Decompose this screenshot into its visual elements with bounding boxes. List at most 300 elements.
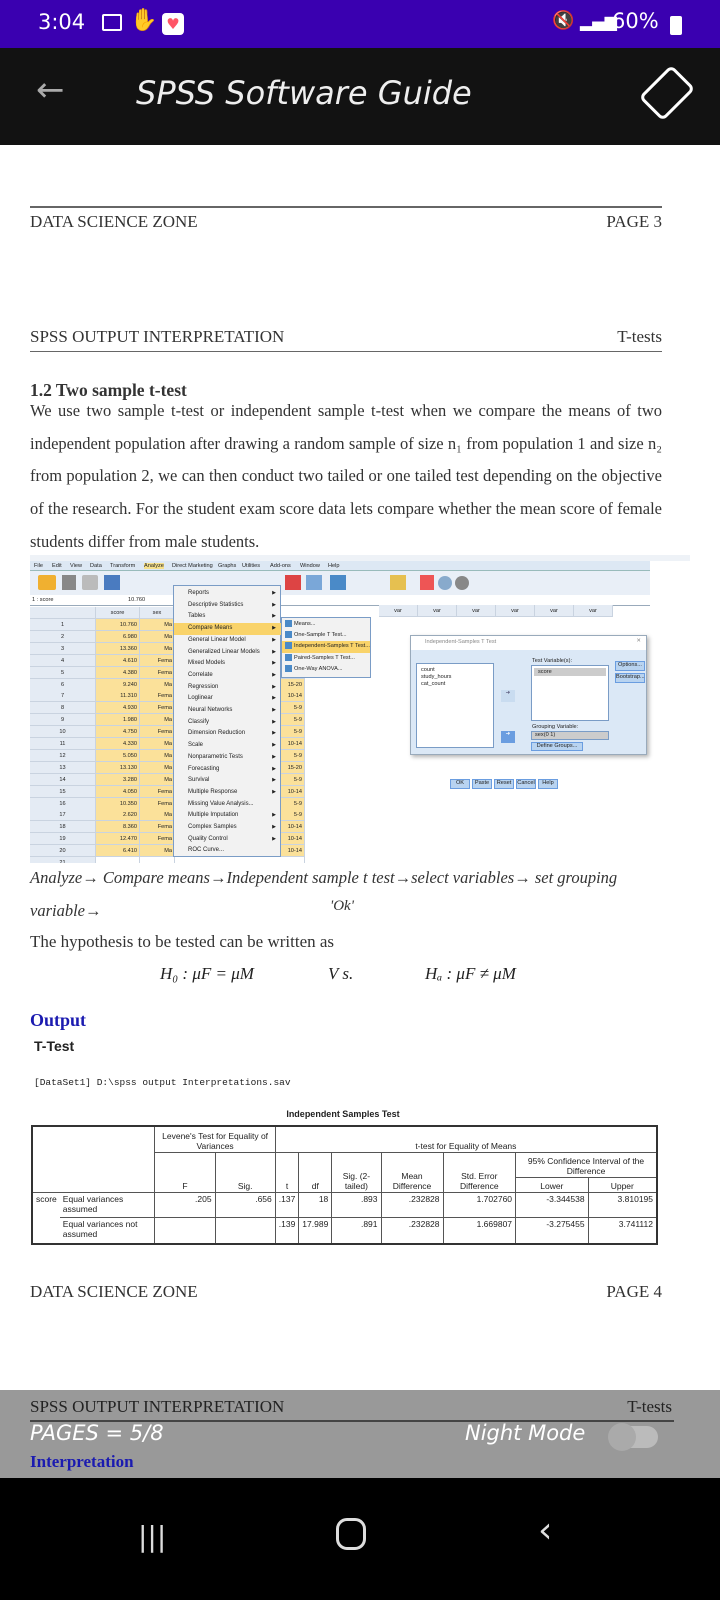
col-header: t — [275, 1152, 299, 1192]
page4-header-left: DATA SCIENCE ZONE — [30, 1282, 198, 1301]
dialog-ok-button[interactable]: OK — [450, 779, 470, 789]
submenu-arrow-icon: ▶ — [272, 683, 276, 690]
menu-item-label: Multiple Imputation — [188, 812, 239, 819]
spss-toolbar — [30, 571, 650, 595]
row-number[interactable]: 10 — [30, 726, 96, 738]
ttest-header: t-test for Equality of Means — [275, 1126, 657, 1152]
group-cell[interactable]: 15-20 — [281, 762, 305, 774]
score-cell[interactable]: 4.610 — [96, 655, 140, 667]
row-label: Equal variances assumed — [60, 1192, 155, 1218]
value-cell: .232828 — [381, 1218, 443, 1244]
open-icon — [38, 575, 56, 590]
sex-cell[interactable]: Ma — [140, 738, 175, 750]
back-button[interactable]: ← — [36, 70, 65, 110]
analyze-menu-item[interactable] — [174, 764, 282, 776]
submenu-arrow-icon: ▶ — [272, 788, 276, 795]
score-cell[interactable]: 5.050 — [96, 750, 140, 762]
sex-cell[interactable]: Ma — [140, 762, 175, 774]
row-number[interactable]: 16 — [30, 798, 96, 810]
menu-add-ons[interactable]: Add-ons — [270, 563, 291, 569]
close-icon[interactable]: ✕ — [636, 638, 641, 644]
status-bar — [0, 0, 720, 48]
group-cell[interactable]: 5-9 — [281, 774, 305, 786]
submenu-arrow-icon: ▶ — [272, 812, 276, 819]
sex-cell[interactable]: Ma — [140, 750, 175, 762]
row-number[interactable]: 4 — [30, 655, 96, 667]
dialog-reset-button[interactable]: Reset — [494, 779, 514, 789]
night-mode-label: Night Mode — [465, 1421, 586, 1445]
sex-cell[interactable]: Ma — [140, 845, 175, 857]
move-test-variable-button[interactable]: ➜ — [501, 690, 515, 702]
value-labels-icon — [420, 575, 434, 590]
signal-icon: ▂▄▆ — [580, 12, 617, 31]
analyze-menu-item[interactable] — [174, 717, 282, 729]
group-cell[interactable]: 5-9 — [281, 726, 305, 738]
score-cell[interactable]: 13.130 — [96, 762, 140, 774]
row-label: Equal variances not assumed — [60, 1218, 155, 1244]
menu-direct-marketing[interactable]: Direct Marketing — [172, 563, 213, 569]
row-number[interactable]: 7 — [30, 690, 96, 702]
analyze-menu-item[interactable] — [174, 845, 282, 857]
analyze-menu-item[interactable] — [174, 635, 282, 647]
menu-item-label: ROC Curve... — [188, 847, 225, 854]
compare-means-item[interactable] — [282, 630, 370, 641]
value-cell: .137 — [275, 1192, 299, 1218]
var-column-header[interactable]: var — [379, 605, 418, 617]
sex-cell[interactable]: Ma — [140, 643, 175, 655]
submenu-arrow-icon: ▶ — [272, 613, 276, 620]
var-column-header[interactable]: var — [535, 605, 574, 617]
col-header: df — [299, 1152, 332, 1192]
dialog-title: Independent-Samples T Test — [425, 639, 497, 645]
analyze-menu-item[interactable] — [174, 693, 282, 705]
toggle-knob — [608, 1423, 636, 1451]
submenu-arrow-icon: ▶ — [272, 824, 276, 830]
menu-item-label: Forecasting — [188, 765, 220, 772]
submenu-arrow-icon: ▶ — [272, 648, 276, 655]
page4-number: PAGE 4 — [606, 1282, 662, 1301]
menu-item-label: Regression — [188, 683, 219, 690]
value-cell: .232828 — [381, 1192, 443, 1218]
score-cell[interactable]: 4.930 — [96, 702, 140, 714]
score-cell[interactable]: 2.620 — [96, 809, 140, 821]
reader-controls-overlay — [0, 1390, 720, 1478]
row-number[interactable]: 1 — [30, 619, 96, 631]
col-header: Std. Error Difference — [443, 1152, 516, 1192]
analyze-menu-item[interactable] — [174, 658, 282, 670]
group-cell[interactable]: 5-9 — [281, 809, 305, 821]
mute-icon: 🔇 — [552, 10, 575, 31]
sex-cell[interactable]: Ma — [140, 774, 175, 786]
menu-window[interactable]: Window — [300, 563, 320, 569]
independent-t-test-dialog — [410, 635, 647, 755]
goto-case-icon — [285, 575, 301, 590]
menu-item-label: Independent-Samples T Test... — [294, 643, 370, 650]
bootstrap-button[interactable]: Bootstrap... — [615, 673, 645, 683]
sex-cell[interactable]: Fema — [140, 690, 175, 702]
dialog-paste-button[interactable]: Paste — [472, 779, 492, 789]
group-cell[interactable]: 10-14 — [281, 690, 305, 702]
section-title: SPSS OUTPUT INTERPRETATION — [30, 327, 285, 346]
group-cell[interactable]: 5-9 — [281, 714, 305, 726]
sex-cell[interactable]: Fema — [140, 821, 175, 833]
submenu-arrow-icon: ▶ — [272, 753, 276, 760]
group-cell[interactable]: 10-14 — [281, 786, 305, 798]
procedure-icon — [285, 654, 292, 661]
row-number[interactable]: 15 — [30, 786, 96, 798]
rotate-screen-button[interactable] — [639, 65, 696, 122]
score-cell[interactable]: 10.760 — [96, 619, 140, 631]
row-number[interactable]: 17 — [30, 809, 96, 821]
submenu-arrow-icon: ▶ — [272, 718, 276, 725]
menu-item-label: Correlate — [188, 671, 213, 678]
submenu-arrow-icon: ▶ — [272, 730, 276, 737]
value-cell: .893 — [332, 1192, 381, 1218]
analyze-menu-item[interactable] — [174, 682, 282, 694]
options-button[interactable]: Options... — [615, 661, 645, 671]
menu-item-label: Loglinear — [188, 695, 213, 702]
find-icon — [330, 575, 346, 590]
recent-apps-button[interactable]: ||| — [138, 1520, 167, 1553]
score-cell[interactable]: 4.380 — [96, 667, 140, 679]
menu-utilities[interactable]: Utilities — [242, 563, 261, 569]
dialog-titlebar — [411, 636, 646, 650]
page-header-left: DATA SCIENCE ZONE — [30, 212, 198, 231]
dialog-cancel-button[interactable]: Cancel — [516, 779, 536, 789]
value-cell: 1.669807 — [443, 1218, 516, 1244]
var-column-header[interactable]: var — [574, 605, 613, 617]
col-header: Mean Difference — [381, 1152, 443, 1192]
define-groups-button[interactable]: Define Groups... — [531, 742, 583, 751]
section-rule — [30, 351, 662, 352]
row-number[interactable]: 18 — [30, 821, 96, 833]
score-cell[interactable]: 3.280 — [96, 774, 140, 786]
analyze-menu-item[interactable] — [174, 623, 282, 635]
spss-screenshot — [30, 555, 690, 863]
menu-item-label: Compare Means — [188, 625, 233, 632]
sex-cell[interactable]: Fema — [140, 655, 175, 667]
grid-corner — [30, 607, 96, 619]
analyze-menu-item[interactable] — [174, 670, 282, 682]
value-cell: 3.741112 — [588, 1218, 657, 1244]
hypothesis-intro: The hypothesis to be tested can be written as — [30, 932, 335, 951]
column-header[interactable]: sex — [140, 607, 175, 619]
menu-item-label: Missing Value Analysis... — [188, 800, 254, 807]
section-heading: 1.2 Two sample t-test — [30, 380, 187, 400]
sex-cell[interactable]: Fema — [140, 702, 175, 714]
sex-cell[interactable]: Ma — [140, 714, 175, 726]
col-header: Upper — [588, 1178, 657, 1192]
procedure-icon — [285, 620, 292, 627]
menu-view[interactable]: View — [70, 563, 83, 569]
row-number[interactable]: 9 — [30, 714, 96, 726]
insert-cases-icon — [390, 575, 406, 590]
heart-app-icon: ♥ — [162, 13, 184, 35]
value-cell — [215, 1218, 275, 1244]
row-number[interactable]: 8 — [30, 702, 96, 714]
analyze-menu-item[interactable] — [174, 611, 282, 623]
score-cell[interactable]: 4.330 — [96, 738, 140, 750]
hand-icon: ✋ — [130, 8, 158, 33]
menu-item-label: Generalized Linear Models — [188, 648, 260, 655]
col-header: F — [155, 1152, 215, 1192]
row-number[interactable]: 13 — [30, 762, 96, 774]
group-cell[interactable]: 10-14 — [281, 738, 305, 750]
sex-cell[interactable]: Fema — [140, 667, 175, 679]
test-variable-item[interactable]: score — [534, 668, 606, 676]
menu-item-label: Descriptive Statistics — [188, 601, 244, 608]
null-hypothesis: H₀ : μF = μM — [160, 964, 254, 983]
group-cell[interactable]: 10-14 — [281, 845, 305, 857]
value-cell: .205 — [155, 1192, 215, 1218]
test-variable-list[interactable] — [531, 665, 609, 721]
menu-file[interactable]: File — [34, 563, 44, 569]
variables-icon — [306, 575, 322, 590]
compare-means-item[interactable] — [282, 664, 370, 675]
analyze-menu-item[interactable] — [174, 787, 282, 799]
col-header: Sig. — [215, 1152, 275, 1192]
sex-cell[interactable]: Fema — [140, 726, 175, 738]
row-number[interactable]: 12 — [30, 750, 96, 762]
row-number[interactable]: 2 — [30, 631, 96, 643]
alternative-hypothesis: Hₐ : μF ≠ μM — [425, 964, 516, 983]
var-column-header[interactable]: var — [457, 605, 496, 617]
menu-item-label: Neural Networks — [188, 707, 233, 713]
row-number[interactable]: 5 — [30, 667, 96, 679]
clock: 3:04 — [38, 10, 86, 34]
menu-item-label: Dimension Reduction — [188, 730, 246, 737]
menu-graphs[interactable]: Graphs — [218, 563, 237, 569]
value-cell: -3.275455 — [516, 1218, 589, 1244]
compare-means-item[interactable] — [282, 653, 370, 664]
compare-means-submenu — [281, 617, 371, 678]
save-icon — [62, 575, 76, 590]
sex-cell[interactable]: Ma — [140, 619, 175, 631]
submenu-arrow-icon: ▶ — [272, 660, 276, 667]
print-icon — [82, 575, 98, 590]
menu-item-label: Classify — [188, 718, 210, 725]
independent-samples-table — [31, 1125, 658, 1245]
ttest-heading: T-Test — [34, 1038, 75, 1054]
var-column-header[interactable]: var — [418, 605, 457, 617]
table-row — [32, 1218, 657, 1244]
sex-cell[interactable]: Ma — [140, 809, 175, 821]
group-cell[interactable]: 5-9 — [281, 798, 305, 810]
submenu-arrow-icon: ▶ — [272, 625, 276, 632]
menu-item-label: Mixed Models — [188, 660, 226, 667]
menu-item-label: One-Sample T Test... — [294, 632, 347, 639]
menu-item-label: Nonparametric Tests — [188, 753, 243, 760]
dataset-path: [DataSet1] D:\spss output Interpretations.sav — [34, 1077, 291, 1088]
table-title: Independent Samples Test — [286, 1109, 400, 1119]
group-cell[interactable]: 15-20 — [281, 679, 305, 691]
analyze-menu-item[interactable] — [174, 799, 282, 811]
submenu-arrow-icon: ▶ — [272, 742, 276, 749]
menu-item-label: Means... — [294, 621, 316, 627]
value-cell: .891 — [332, 1218, 381, 1244]
cell-value: 10.760 — [128, 597, 146, 603]
analyze-menu-item[interactable] — [174, 752, 282, 764]
var-column-header[interactable]: var — [496, 605, 535, 617]
score-cell[interactable]: 10.350 — [96, 798, 140, 810]
analyze-menu-item[interactable] — [174, 775, 282, 787]
col-header: Sig. (2-tailed) — [332, 1152, 381, 1192]
sex-cell[interactable]: Fema — [140, 833, 175, 845]
ci-header: 95% Confidence Interval of the Difference — [516, 1152, 657, 1178]
score-cell[interactable]: 1.980 — [96, 714, 140, 726]
move-grouping-variable-button[interactable]: ➜ — [501, 731, 515, 743]
column-header[interactable]: score — [96, 607, 140, 619]
analyze-menu-item[interactable] — [174, 810, 282, 822]
menu-item-label: Quality Control — [188, 835, 228, 842]
sex-cell[interactable]: Ma — [140, 679, 175, 691]
analyze-menu-item[interactable] — [174, 588, 282, 600]
use-sets-icon — [438, 576, 452, 590]
score-cell[interactable]: 11.310 — [96, 690, 140, 702]
menu-item-label: Scale — [188, 742, 204, 749]
page-number: PAGE 3 — [606, 212, 662, 231]
submenu-arrow-icon: ▶ — [272, 777, 276, 784]
submenu-arrow-icon: ▶ — [272, 601, 276, 608]
score-cell[interactable]: 4.050 — [96, 786, 140, 798]
analyze-menu-item[interactable] — [174, 647, 282, 659]
group-cell[interactable]: 10-14 — [281, 821, 305, 833]
body-paragraph: We use two sample t-test or independent sample t-test when we compare the means of two independent population after drawing a random sample of size n₁ from population 1 and size n₂ from population 2, we can then conduct two tailed or one tailed test depending on the objective of the research. For the student exam score data lets compare whether the mean score of female students differ from male students. — [30, 401, 662, 551]
test-variable-label: Test Variable(s): — [532, 658, 572, 664]
submenu-arrow-icon: ▶ — [272, 695, 276, 702]
variable-item[interactable]: count — [421, 667, 435, 673]
grouping-variable-label: Grouping Variable: — [532, 724, 579, 730]
procedure-icon — [285, 642, 292, 649]
row-number[interactable]: 14 — [30, 774, 96, 786]
menu-item-label: Multiple Response — [188, 788, 238, 795]
row-number[interactable]: 3 — [30, 643, 96, 655]
output-heading: Output — [30, 1010, 87, 1030]
group-cell[interactable]: 5-9 — [281, 750, 305, 762]
compare-means-item[interactable] — [282, 619, 370, 630]
menu-data[interactable]: Data — [90, 563, 102, 569]
submenu-arrow-icon: ▶ — [272, 671, 276, 678]
back-nav-button[interactable]: ‹ — [538, 1510, 553, 1551]
app-title: SPSS Software Guide — [136, 74, 472, 112]
dialog-buttons — [450, 779, 560, 791]
row-number[interactable]: 20 — [30, 845, 96, 857]
grouping-variable-field[interactable]: sex(0 1) — [531, 731, 609, 740]
value-cell: -3.344538 — [516, 1192, 589, 1218]
menu-item-label: Reports — [188, 590, 210, 596]
dialog-recall-icon — [104, 575, 120, 590]
score-cell[interactable]: 4.750 — [96, 726, 140, 738]
corner-cell — [32, 1126, 155, 1192]
value-cell: 3.810195 — [588, 1192, 657, 1218]
score-cell[interactable]: 12.470 — [96, 833, 140, 845]
row-number[interactable]: 19 — [30, 833, 96, 845]
section-topic: T-tests — [617, 327, 662, 346]
analyze-menu — [173, 585, 281, 857]
page4-section-title: SPSS OUTPUT INTERPRETATION — [30, 1397, 285, 1416]
menu-help[interactable]: Help — [328, 563, 340, 569]
value-cell: 18 — [299, 1192, 332, 1218]
navigation-bar — [0, 1478, 720, 1600]
versus-label: V s. — [328, 964, 354, 983]
value-cell: 1.702760 — [443, 1192, 516, 1218]
procedure-icon — [285, 631, 292, 638]
analyze-menu-item[interactable] — [174, 705, 282, 717]
score-cell[interactable]: 6.410 — [96, 845, 140, 857]
row-number[interactable]: 21 — [30, 857, 96, 863]
submenu-arrow-icon: ▶ — [272, 765, 276, 772]
menu-item-label: Paired-Samples T Test... — [294, 654, 355, 661]
sex-cell[interactable]: Fema — [140, 786, 175, 798]
analyze-menu-item[interactable] — [174, 834, 282, 846]
variable-item[interactable]: cat_count — [421, 681, 446, 687]
variable-name: score — [32, 1192, 60, 1244]
value-cell — [155, 1218, 215, 1244]
score-cell[interactable]: 6.980 — [96, 631, 140, 643]
compare-means-item[interactable] — [282, 641, 370, 652]
value-cell: .139 — [275, 1218, 299, 1244]
cell-reference: 1 : score — [32, 597, 54, 603]
show-sets-icon — [455, 576, 469, 590]
value-cell: .656 — [215, 1192, 275, 1218]
analyze-menu-item[interactable] — [174, 740, 282, 752]
night-mode-toggle[interactable] — [612, 1426, 658, 1448]
battery-percent: 60% — [612, 9, 659, 33]
menu-transform[interactable]: Transform — [110, 563, 136, 569]
row-number[interactable]: 11 — [30, 738, 96, 750]
app-bar — [0, 48, 720, 145]
group-cell[interactable]: 10-14 — [281, 833, 305, 845]
analyze-menu-item[interactable] — [174, 822, 282, 834]
analyze-menu-item[interactable] — [174, 728, 282, 740]
group-cell[interactable]: 5-9 — [281, 702, 305, 714]
menu-item-label: Complex Samples — [188, 824, 237, 830]
menu-item-label: One-Way ANOVA... — [294, 665, 343, 672]
menu-analyze[interactable]: Analyze — [144, 563, 164, 569]
source-variable-list[interactable] — [416, 663, 494, 748]
procedure-icon — [285, 665, 292, 672]
table-row — [32, 1192, 657, 1218]
sex-cell[interactable]: Fema — [140, 798, 175, 810]
col-header: Lower — [516, 1178, 589, 1192]
submenu-arrow-icon: ▶ — [272, 636, 276, 643]
menu-item-label: Survival — [188, 777, 210, 784]
analyze-menu-item[interactable] — [174, 600, 282, 612]
sex-cell[interactable]: Ma — [140, 631, 175, 643]
interpretation-heading: Interpretation — [30, 1452, 134, 1471]
score-cell[interactable]: 9.240 — [96, 679, 140, 691]
spss-menubar — [30, 561, 650, 571]
procedure-caption-ok: 'Ok' — [330, 898, 354, 914]
menu-item-label: Tables — [188, 613, 206, 620]
submenu-arrow-icon: ▶ — [272, 835, 276, 842]
page-counter: PAGES = 5/8 — [30, 1421, 164, 1445]
row-number[interactable]: 6 — [30, 679, 96, 691]
page4-section-topic: T-tests — [627, 1397, 672, 1416]
dialog-help-button[interactable]: Help — [538, 779, 558, 789]
submenu-arrow-icon: ▶ — [272, 590, 276, 596]
levene-header: Levene's Test for Equality of Variances — [155, 1126, 275, 1152]
score-cell[interactable]: 13.360 — [96, 643, 140, 655]
gallery-icon — [102, 14, 122, 31]
score-cell[interactable]: 8.360 — [96, 821, 140, 833]
variable-item[interactable]: study_hours — [421, 674, 452, 680]
home-button[interactable] — [336, 1518, 366, 1550]
submenu-arrow-icon: ▶ — [272, 707, 276, 713]
battery-icon — [670, 16, 682, 35]
value-cell: 17.989 — [299, 1218, 332, 1244]
menu-edit[interactable]: Edit — [52, 563, 62, 569]
